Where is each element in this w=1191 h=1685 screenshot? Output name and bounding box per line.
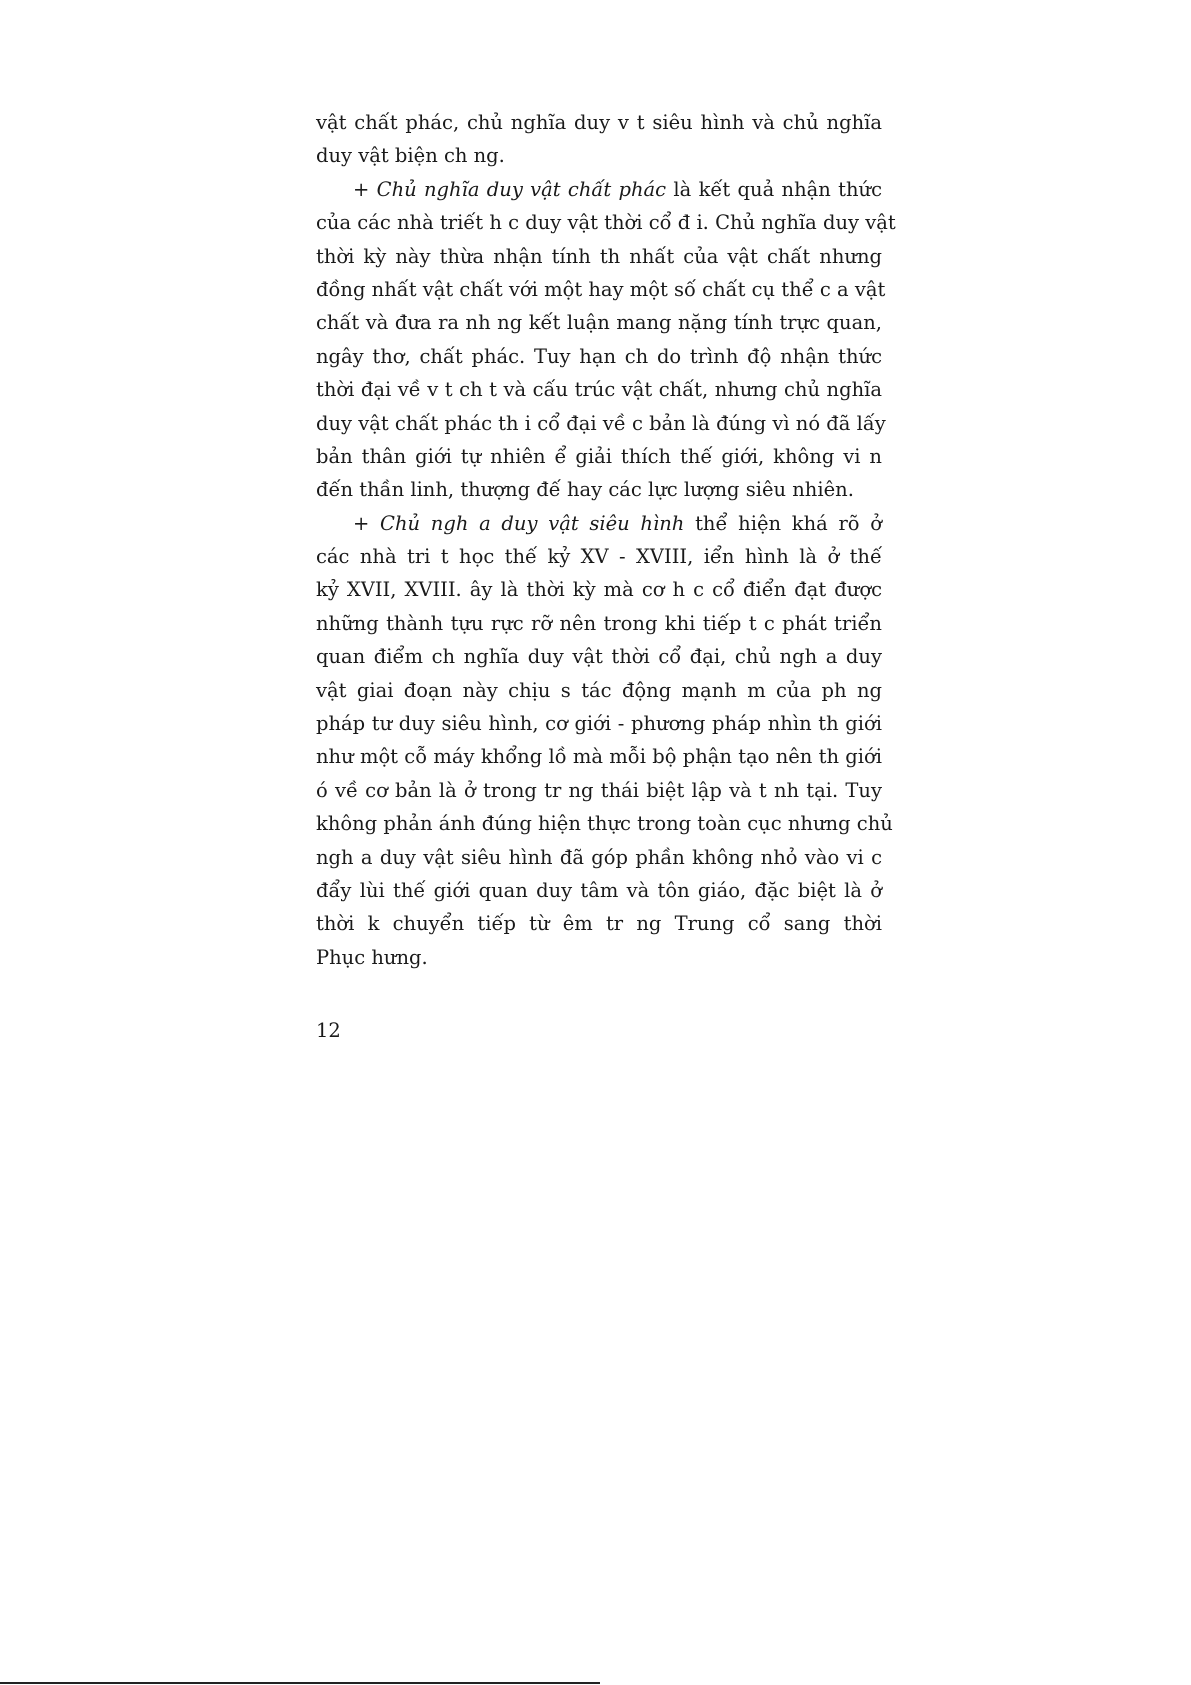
text-line xyxy=(316,473,882,506)
text-line xyxy=(316,674,882,707)
line-text: thể hiện khá rõ ở xyxy=(684,511,882,535)
text-line xyxy=(316,373,882,406)
text-line xyxy=(316,941,882,974)
text-line xyxy=(316,173,882,206)
text-line xyxy=(316,707,882,740)
line-text: ngh a duy vật siêu hình đã góp phần không nhỏ vào vi c xyxy=(316,845,882,869)
text-line xyxy=(316,273,886,306)
text-line xyxy=(316,807,893,840)
text-line xyxy=(316,139,882,172)
text-line xyxy=(316,206,896,239)
line-text: kỷ XVII, XVIII. ây là thời kỳ mà cơ h c cổ điển đạt được xyxy=(316,578,882,602)
page-number: 12 xyxy=(316,1019,341,1042)
italic-term: Chủ ngh a duy vật siêu hình xyxy=(380,511,685,535)
line-text: chất và đưa ra nh ng kết luận mang nặng tính trực quan, xyxy=(316,311,882,335)
line-text: là kết quả nhận thức xyxy=(666,177,882,201)
text-line xyxy=(316,907,882,940)
text-line xyxy=(316,540,882,573)
text-line xyxy=(316,507,882,540)
text-line xyxy=(316,106,882,139)
line-text: của các nhà triết h c duy vật thời cổ đ i. Chủ nghĩa duy vật xyxy=(316,211,896,235)
text-line xyxy=(316,440,882,473)
body-text xyxy=(316,106,896,974)
text-line xyxy=(316,640,882,673)
line-text: các nhà tri t học thế kỷ XV - XVIII, iển hình là ở thế xyxy=(316,545,882,569)
text-line xyxy=(316,774,882,807)
text-line xyxy=(316,607,882,640)
line-text: như một cỗ máy khổng lồ mà mỗi bộ phận tạo nên th giới xyxy=(316,745,882,769)
line-text: bản thân giới tự nhiên ể giải thích thế giới, không vi n xyxy=(316,444,882,468)
line-text: duy vật biện ch ng. xyxy=(316,144,505,168)
text-line xyxy=(316,841,882,874)
text-line xyxy=(316,306,882,339)
line-prefix: + xyxy=(353,511,381,535)
text-line xyxy=(316,407,886,440)
line-text: đẩy lùi thế giới quan duy tâm và tôn giáo, đặc biệt là ở xyxy=(316,878,882,902)
text-line xyxy=(316,740,882,773)
line-text: không phản ánh đúng hiện thực trong toàn cục nhưng chủ xyxy=(316,812,893,836)
italic-term: Chủ nghĩa duy vật chất phác xyxy=(376,177,667,201)
line-text: thời đại về v t ch t và cấu trúc vật chất, nhưng chủ nghĩa xyxy=(316,378,882,402)
line-text: ó về cơ bản là ở trong tr ng thái biệt lập và t nh tại. Tuy xyxy=(316,778,882,802)
line-text: thời kỳ này thừa nhận tính th nhất của vật chất nhưng xyxy=(316,244,882,268)
line-text: thời k chuyển tiếp từ êm tr ng Trung cổ sang thời xyxy=(316,912,882,936)
line-text: Phục hưng. xyxy=(316,945,428,969)
text-line xyxy=(316,340,882,373)
line-text: những thành tựu rực rỡ nên trong khi tiếp t c phát triển xyxy=(316,611,882,635)
text-line xyxy=(316,240,882,273)
line-text: pháp tư duy siêu hình, cơ giới - phương pháp nhìn th giới xyxy=(316,712,882,736)
line-text: vật chất phác, chủ nghĩa duy v t siêu hình và chủ nghĩa xyxy=(316,111,882,134)
text-line xyxy=(316,573,882,606)
line-text: đồng nhất vật chất với một hay một số chất cụ thể c a vật xyxy=(316,277,886,301)
line-text: vật giai đoạn này chịu s tác động mạnh m của ph ng xyxy=(316,678,882,702)
line-text: duy vật chất phác th i cổ đại về c bản là đúng vì nó đã lấy xyxy=(316,411,886,435)
line-text: đến thần linh, thượng đế hay các lực lượng siêu nhiên. xyxy=(316,478,854,502)
line-text: ngây thơ, chất phác. Tuy hạn ch do trình độ nhận thức xyxy=(316,344,882,368)
line-text: quan điểm ch nghĩa duy vật thời cổ đại, chủ ngh a duy xyxy=(316,645,882,669)
bottom-rule xyxy=(0,1682,600,1684)
text-line xyxy=(316,874,882,907)
line-prefix: + xyxy=(353,177,377,201)
